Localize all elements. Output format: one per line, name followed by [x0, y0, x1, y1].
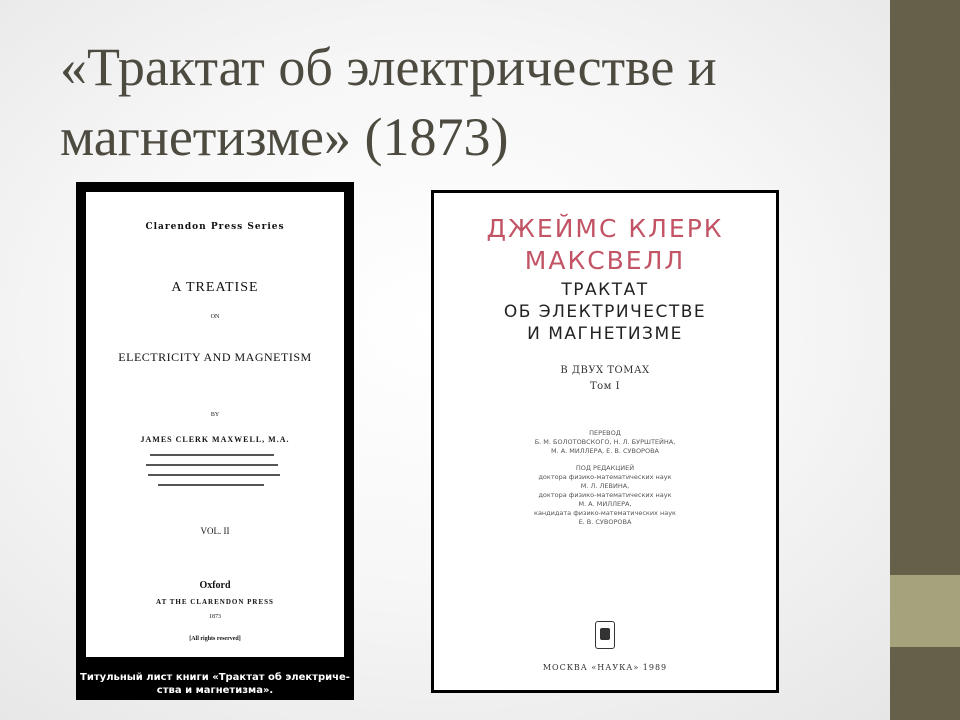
volumes-label: В ДВУХ ТОМАХ: [560, 365, 650, 376]
translators-line2: М. А. МИЛЛЕРА, Е. В. СУВОРОВА: [550, 447, 660, 455]
publisher-logo-icon: [595, 621, 615, 649]
english-title-page: [85, 191, 345, 658]
slide-title-line2: магнетизме» (1873): [60, 107, 509, 167]
illegible-credential-line: [148, 474, 280, 476]
editor3-name: Е. В. СУВОРОВА: [578, 518, 632, 526]
russian-author-line2: МАКСВЕЛЛ: [524, 246, 686, 275]
russian-title-line3: И МАГНЕТИЗМЕ: [527, 324, 683, 344]
russian-author-line1: ДЖЕЙМС КЛЕРК: [486, 214, 724, 243]
volume-number: Том I: [589, 381, 621, 392]
rights-notice: [All rights reserved]: [189, 636, 241, 642]
caption-line1: Титульный лист книги «Трактат об электриче-: [80, 672, 350, 683]
editors-label: ПОД РЕДАКЦИЕЙ: [575, 464, 635, 472]
by-label: BY: [210, 412, 220, 418]
decorative-stripe-middle: [890, 575, 960, 647]
translators-line1: Б. М. БОЛОТОВСКОГО, Н. Л. БУРШТЕЙНА,: [534, 438, 676, 446]
russian-publisher: МОСКВА «НАУКА» 1989: [542, 663, 668, 672]
editor1-title: доктора физико-математических наук: [538, 473, 672, 481]
editor3-title: кандидата физико-математических наук: [534, 509, 676, 517]
publisher-city: Oxford: [199, 580, 231, 591]
book-subject: ELECTRICITY AND MAGNETISM: [118, 350, 312, 364]
illegible-credential-line: [150, 454, 274, 456]
english-title-page-image: [76, 182, 354, 700]
book-author: JAMES CLERK MAXWELL, M.A.: [140, 435, 290, 444]
volume-label: VOL. II: [200, 526, 230, 536]
translation-label: ПЕРЕВОД: [589, 429, 621, 437]
slide-title: [60, 32, 860, 172]
publisher-press: AT THE CLARENDON PRESS: [156, 598, 274, 606]
title-connector: ON: [210, 314, 220, 320]
editor2-title: доктора физико-математических наук: [538, 491, 672, 499]
caption-line2: ства и магнетизма».: [156, 685, 274, 696]
publication-year: 1873: [209, 614, 221, 620]
book-title: A TREATISE: [171, 280, 259, 295]
slide-title-line1: «Трактат об электричестве и: [60, 37, 717, 97]
decorative-stripe-bottom: [890, 647, 960, 720]
russian-title-page: [431, 190, 779, 693]
illegible-credential-line: [158, 484, 264, 486]
illegible-credential-line: [146, 464, 278, 466]
page-caption: [76, 671, 354, 697]
series-name: Clarendon Press Series: [145, 222, 285, 232]
russian-title-line1: ТРАКТАТ: [561, 280, 649, 300]
decorative-stripe-top: [890, 0, 960, 575]
russian-title-line2: ОБ ЭЛЕКТРИЧЕСТВЕ: [503, 302, 707, 322]
editor1-name: М. Л. ЛЕВИНА,: [580, 482, 630, 490]
editor2-name: М. А. МИЛЛЕРА,: [578, 500, 632, 508]
